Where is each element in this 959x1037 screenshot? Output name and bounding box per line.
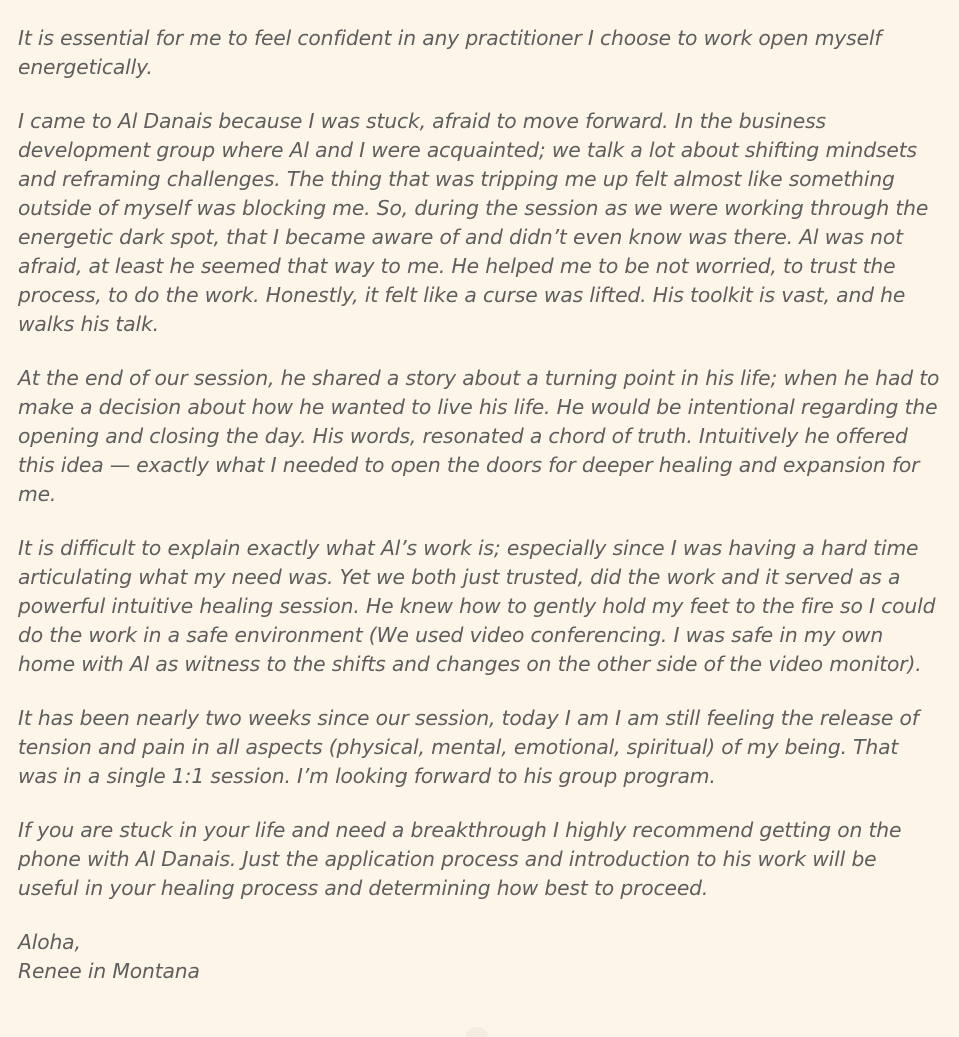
testimonial-text [18,24,943,986]
signoff [18,928,943,986]
testimonial-paragraph: It is difficult to explain exactly what Al’s work is; especially since I was having a hard time articulating what my need was. Yet we both just trusted, did the work and it served as a powerful intuitive healing session. He knew how to gently hold my feet to the fire so I could do the work in a safe environment (We used video conferencing. I was safe in my own home with Al as witness to the shifts and changes on the other side of the video monitor). [18,536,936,676]
testimonial-paragraph: If you are stuck in your life and need a breakthrough I highly recommend getting on the phone with Al Danais. Just the application process and introduction to his work will be useful in your healing process and determining how best to proceed. [18,818,902,900]
decorative-mark [466,1027,488,1037]
signoff-author: Renee in Montana [18,959,200,983]
testimonial-paragraph: It has been nearly two weeks since our session, today I am I am still feeling the release of tension and pain in all aspects (physical, mental, emotional, spiritual) of my being. That was in a single 1:1 session. I’m looking forward to his group program. [18,706,919,788]
testimonial-paragraph: I came to Al Danais because I was stuck, afraid to move forward. In the business development group where Al and I were acquainted; we talk a lot about shifting mindsets and reframing challenges. The thing that was tripping me up felt almost like something outside of myself was blocking me. So, during the session as we were working through the energetic dark spot, that I became aware of and didn’t even know was there. Al was not afraid, at least he seemed that way to me. He helped me to be not worried, to trust the process, to do the work. Honestly, it felt like a curse was lifted. His toolkit is vast, and he walks his talk. [18,109,929,336]
testimonial-paragraph: It is essential for me to feel confident in any practitioner I choose to work open myself energetically. [18,26,882,79]
testimonial-paragraph: At the end of our session, he shared a story about a turning point in his life; when he had to make a decision about how he wanted to live his life. He would be intentional regarding the opening and closing the day. His words, resonated a chord of truth. Intuitively he offered this idea — exactly what I needed to open the doors for deeper healing and expansion for me. [18,366,940,506]
signoff-greeting: Aloha, [18,930,81,954]
